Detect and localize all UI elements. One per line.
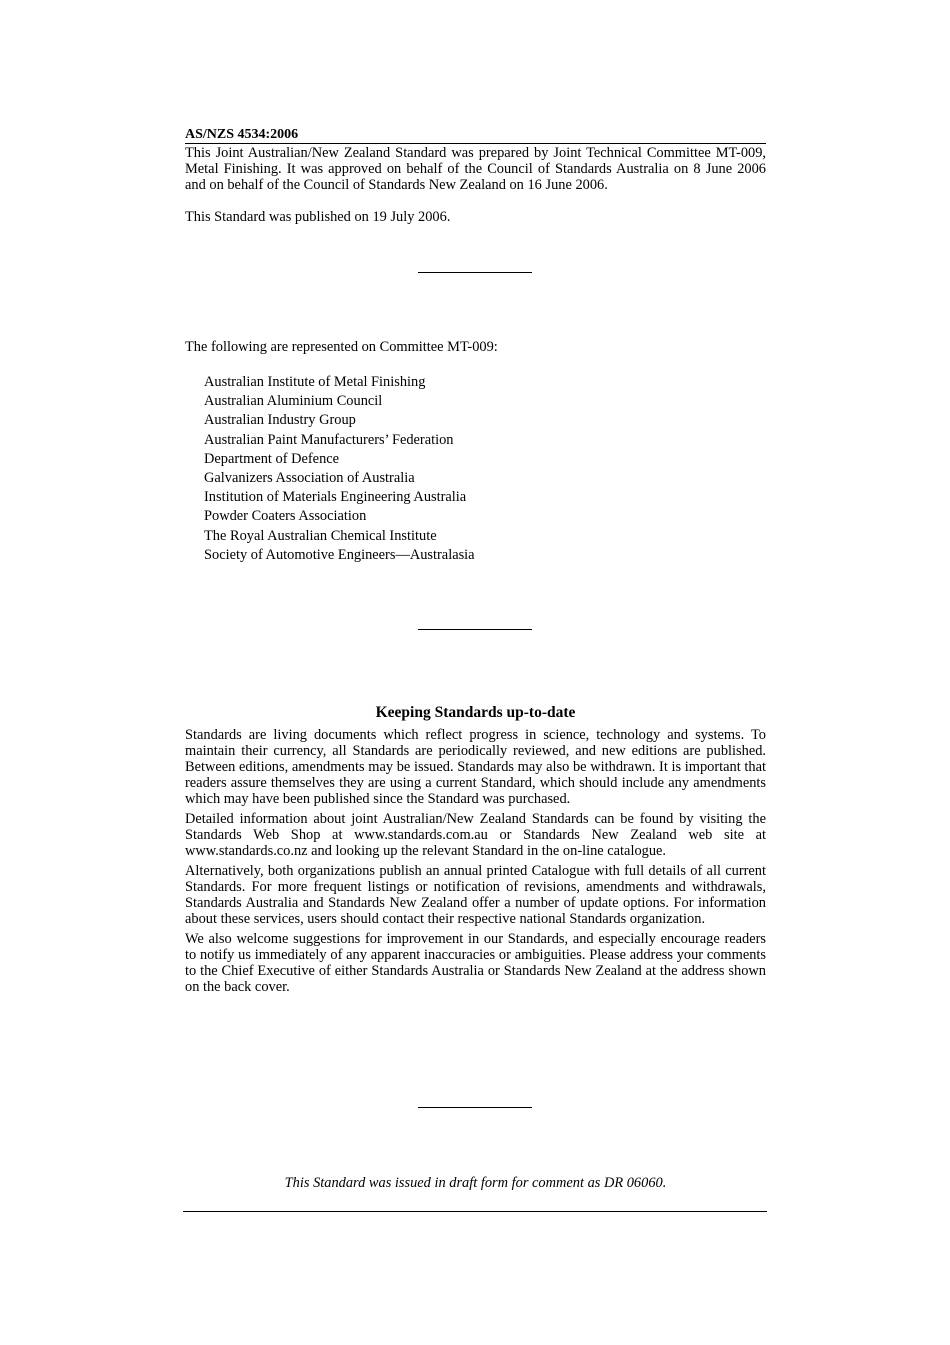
list-item: Department of Defence bbox=[204, 450, 340, 467]
list-item: Institution of Materials Engineering Australia bbox=[204, 489, 467, 506]
body-paragraph: Detailed information about joint Australian/New Zealand Standards can be found by visiting the Standards Web Shop at www.standards.com.au or Standards New Zealand web site at www.standards.co.nz and looking up the relevant Standard in the on-line catalogue. bbox=[185, 811, 766, 859]
draft-note: This Standard was issued in draft form for comment as DR 06060. bbox=[284, 1175, 667, 1191]
section-divider bbox=[418, 272, 532, 273]
publication-date-statement: This Standard was published on 19 July 2006. bbox=[185, 209, 451, 225]
list-item: The Royal Australian Chemical Institute bbox=[204, 527, 437, 544]
section-divider bbox=[418, 1107, 532, 1108]
list-item: Powder Coaters Association bbox=[204, 508, 367, 525]
keeping-standards-heading: Keeping Standards up-to-date bbox=[375, 704, 576, 721]
standard-code: AS/NZS 4534:2006 bbox=[185, 127, 299, 142]
body-paragraph: Alternatively, both organizations publish an annual printed Catalogue with full details of all current Standards. For more frequent listings or notification of revisions, amendments and withdrawals, Standards Australia and Standards New Zealand offer a number of update options. For information about these services, users should contact their respective national Standards organization. bbox=[185, 863, 766, 927]
list-item: Australian Institute of Metal Finishing bbox=[204, 374, 426, 390]
list-item: Galvanizers Association of Australia bbox=[204, 470, 415, 487]
preparation-statement: This Joint Australian/New Zealand Standard was prepared by Joint Technical Committee MT-009, Metal Finishing. It was approved on behalf of the Council of Standards Australia on 8 June 2006 and on behalf of the Council of Standards New Zealand on 16 June 2006. bbox=[185, 145, 766, 193]
list-item: Australian Industry Group bbox=[204, 412, 356, 429]
document-page bbox=[185, 0, 766, 1345]
section-divider bbox=[418, 629, 532, 630]
list-item: Society of Automotive Engineers—Australasia bbox=[204, 546, 475, 563]
committee-intro: The following are represented on Committee MT-009: bbox=[185, 339, 498, 355]
keeping-standards-body bbox=[185, 727, 766, 999]
footer-divider bbox=[183, 1211, 767, 1212]
header-divider bbox=[185, 143, 766, 144]
list-item: Australian Aluminium Council bbox=[204, 393, 383, 410]
body-paragraph: Standards are living documents which reflect progress in science, technology and systems. To maintain their currency, all Standards are periodically reviewed, and new editions are published. Between editions, amendments may be issued. Standards may also be withdrawn. It is important that readers assure themselves they are using a current Standard, which should include any amendments which may have been published since the Standard was purchased. bbox=[185, 727, 766, 807]
list-item: Australian Paint Manufacturers’ Federation bbox=[204, 431, 454, 448]
body-paragraph: We also welcome suggestions for improvement in our Standards, and especially encourage readers to notify us immediately of any apparent inaccuracies or ambiguities. Please address your comments to the Chief Executive of either Standards Australia or Standards New Zealand at the address shown on the back cover. bbox=[185, 931, 766, 995]
committee-organization-list bbox=[204, 373, 475, 565]
